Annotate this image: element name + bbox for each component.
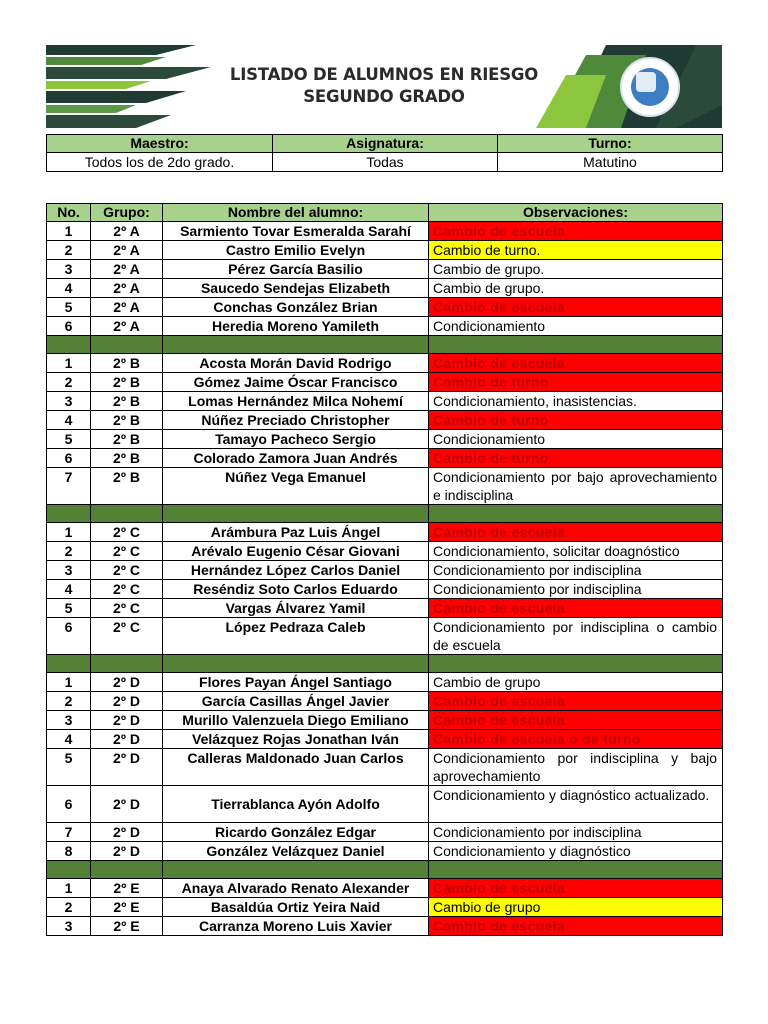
student-name-cell: Vargas Álvarez Yamil	[163, 599, 429, 618]
separator-cell	[163, 655, 429, 673]
student-row	[47, 260, 723, 279]
no-cell: 5	[47, 298, 91, 317]
maestro-value: Todos los de 2do grado.	[47, 153, 273, 172]
grupo-cell: 2º A	[91, 260, 163, 279]
observation-cell: Condicionamiento	[429, 317, 723, 336]
student-name-cell: Arévalo Eugenio César Giovani	[163, 542, 429, 561]
separator-cell	[91, 336, 163, 354]
student-row	[47, 580, 723, 599]
student-row	[47, 298, 723, 317]
grupo-cell: 2º D	[91, 823, 163, 842]
obs-header: Observaciones:	[429, 204, 723, 222]
no-cell: 3	[47, 561, 91, 580]
student-row	[47, 317, 723, 336]
observation-cell: Cambio de grupo	[429, 898, 723, 917]
separator-cell	[163, 336, 429, 354]
grupo-cell: 2º B	[91, 430, 163, 449]
student-name-cell: Hernández López Carlos Daniel	[163, 561, 429, 580]
group-separator-row	[47, 505, 723, 523]
turno-header: Turno:	[498, 135, 723, 153]
no-cell: 3	[47, 711, 91, 730]
grupo-cell: 2º B	[91, 449, 163, 468]
grupo-cell: 2º E	[91, 917, 163, 936]
student-name-cell: Pérez García Basilio	[163, 260, 429, 279]
grupo-cell: 2º D	[91, 692, 163, 711]
no-cell: 4	[47, 411, 91, 430]
student-row	[47, 561, 723, 580]
school-seal-icon	[620, 57, 680, 117]
separator-cell	[47, 505, 91, 523]
grupo-cell: 2º A	[91, 222, 163, 241]
student-name-cell: Núñez Vega Emanuel	[163, 468, 429, 505]
separator-cell	[429, 655, 723, 673]
grupo-cell: 2º C	[91, 561, 163, 580]
student-row	[47, 449, 723, 468]
observation-cell: Cambio de grupo	[429, 673, 723, 692]
student-row	[47, 711, 723, 730]
student-name-cell: Acosta Morán David Rodrigo	[163, 354, 429, 373]
student-name-cell: Basaldúa Ortiz Yeira Naid	[163, 898, 429, 917]
student-row	[47, 523, 723, 542]
observation-cell: Cambio de grupo.	[429, 279, 723, 298]
no-cell: 8	[47, 842, 91, 861]
separator-cell	[91, 861, 163, 879]
no-cell: 7	[47, 468, 91, 505]
no-cell: 3	[47, 917, 91, 936]
nombre-header: Nombre del alumno:	[163, 204, 429, 222]
student-name-cell: López Pedraza Caleb	[163, 618, 429, 655]
group-separator-row	[47, 861, 723, 879]
student-row	[47, 373, 723, 392]
student-row	[47, 392, 723, 411]
observation-cell: Cambio de escuela o de turno	[429, 730, 723, 749]
observation-cell: Condicionamiento por indisciplina	[429, 823, 723, 842]
student-row	[47, 917, 723, 936]
student-row	[47, 730, 723, 749]
no-cell: 7	[47, 823, 91, 842]
observation-cell: Cambio de escuela	[429, 523, 723, 542]
grupo-cell: 2º D	[91, 786, 163, 823]
student-row	[47, 241, 723, 260]
separator-cell	[91, 655, 163, 673]
observation-cell: Cambio de escuela	[429, 599, 723, 618]
observation-cell: Condicionamiento por indisciplina y bajo aprovechamiento	[429, 749, 723, 786]
student-name-cell: Saucedo Sendejas Elizabeth	[163, 279, 429, 298]
grupo-cell: 2º D	[91, 711, 163, 730]
header-banner	[46, 45, 722, 128]
no-cell: 1	[47, 354, 91, 373]
student-name-cell: Tierrablanca Ayón Adolfo	[163, 786, 429, 823]
separator-cell	[47, 336, 91, 354]
student-name-cell: Tamayo Pacheco Sergio	[163, 430, 429, 449]
observation-cell: Condicionamiento y diagnóstico actualizado.	[429, 786, 723, 823]
no-cell: 2	[47, 692, 91, 711]
student-name-cell: Ricardo González Edgar	[163, 823, 429, 842]
student-row	[47, 823, 723, 842]
no-cell: 3	[47, 392, 91, 411]
student-row	[47, 749, 723, 786]
student-name-cell: Arámbura Paz Luis Ángel	[163, 523, 429, 542]
separator-cell	[91, 505, 163, 523]
grupo-cell: 2º C	[91, 580, 163, 599]
observation-cell: Cambio de escuela	[429, 354, 723, 373]
observation-cell: Cambio de turno	[429, 373, 723, 392]
student-row	[47, 222, 723, 241]
grupo-cell: 2º C	[91, 618, 163, 655]
grupo-cell: 2º D	[91, 730, 163, 749]
no-cell: 5	[47, 749, 91, 786]
student-name-cell: Calleras Maldonado Juan Carlos	[163, 749, 429, 786]
student-row	[47, 411, 723, 430]
grupo-cell: 2º B	[91, 468, 163, 505]
grupo-cell: 2º D	[91, 749, 163, 786]
student-name-cell: Reséndiz Soto Carlos Eduardo	[163, 580, 429, 599]
student-row	[47, 354, 723, 373]
grupo-cell: 2º D	[91, 673, 163, 692]
observation-cell: Condicionamiento, inasistencias.	[429, 392, 723, 411]
group-separator-row	[47, 336, 723, 354]
observation-cell: Cambio de escuela	[429, 692, 723, 711]
student-name-cell: Gómez Jaime Óscar Francisco	[163, 373, 429, 392]
grupo-cell: 2º B	[91, 354, 163, 373]
student-name-cell: Carranza Moreno Luis Xavier	[163, 917, 429, 936]
grupo-cell: 2º B	[91, 411, 163, 430]
student-name-cell: Conchas González Brian	[163, 298, 429, 317]
no-cell: 6	[47, 317, 91, 336]
student-name-cell: Núñez Preciado Christopher	[163, 411, 429, 430]
no-cell: 5	[47, 430, 91, 449]
separator-cell	[163, 861, 429, 879]
grupo-cell: 2º A	[91, 241, 163, 260]
grupo-cell: 2º D	[91, 842, 163, 861]
student-row	[47, 599, 723, 618]
student-name-cell: Heredia Moreno Yamileth	[163, 317, 429, 336]
student-row	[47, 279, 723, 298]
no-cell: 6	[47, 786, 91, 823]
turno-value: Matutino	[498, 153, 723, 172]
observation-cell: Cambio de escuela	[429, 711, 723, 730]
grupo-cell: 2º A	[91, 279, 163, 298]
observation-cell: Condicionamiento por indisciplina	[429, 561, 723, 580]
no-cell: 4	[47, 580, 91, 599]
no-cell: 2	[47, 373, 91, 392]
students-table	[46, 203, 723, 936]
separator-cell	[47, 861, 91, 879]
student-row	[47, 879, 723, 898]
group-separator-row	[47, 655, 723, 673]
no-cell: 4	[47, 730, 91, 749]
no-cell: 6	[47, 449, 91, 468]
separator-cell	[47, 655, 91, 673]
no-cell: 1	[47, 523, 91, 542]
no-cell: 4	[47, 279, 91, 298]
student-row	[47, 786, 723, 823]
observation-cell: Cambio de turno	[429, 411, 723, 430]
student-name-cell: Sarmiento Tovar Esmeralda Sarahí	[163, 222, 429, 241]
student-name-cell: Lomas Hernández Milca Nohemí	[163, 392, 429, 411]
student-row	[47, 618, 723, 655]
no-cell: 6	[47, 618, 91, 655]
no-cell: 3	[47, 260, 91, 279]
student-name-cell: González Velázquez Daniel	[163, 842, 429, 861]
grupo-cell: 2º A	[91, 298, 163, 317]
student-name-cell: Anaya Alvarado Renato Alexander	[163, 879, 429, 898]
no-cell: 1	[47, 879, 91, 898]
no-cell: 2	[47, 241, 91, 260]
maestro-header: Maestro:	[47, 135, 273, 153]
grupo-cell: 2º C	[91, 523, 163, 542]
grupo-cell: 2º A	[91, 317, 163, 336]
no-cell: 1	[47, 222, 91, 241]
observation-cell: Condicionamiento, solicitar doagnóstico	[429, 542, 723, 561]
students-header-row	[47, 204, 723, 222]
title-line-1: LISTADO DE ALUMNOS EN RIESGO	[229, 65, 539, 84]
student-row	[47, 692, 723, 711]
student-row	[47, 430, 723, 449]
student-name-cell: García Casillas Ángel Javier	[163, 692, 429, 711]
no-cell: 5	[47, 599, 91, 618]
info-table	[46, 134, 723, 172]
student-name-cell: Murillo Valenzuela Diego Emiliano	[163, 711, 429, 730]
student-row	[47, 468, 723, 505]
grupo-cell: 2º E	[91, 898, 163, 917]
separator-cell	[163, 505, 429, 523]
grupo-header: Grupo:	[91, 204, 163, 222]
asignatura-header: Asignatura:	[273, 135, 498, 153]
student-name-cell: Castro Emilio Evelyn	[163, 241, 429, 260]
observation-cell: Cambio de turno	[429, 449, 723, 468]
student-row	[47, 898, 723, 917]
separator-cell	[429, 861, 723, 879]
observation-cell: Cambio de grupo.	[429, 260, 723, 279]
observation-cell: Cambio de turno.	[429, 241, 723, 260]
observation-cell: Cambio de escuela	[429, 298, 723, 317]
asignatura-value: Todas	[273, 153, 498, 172]
student-row	[47, 842, 723, 861]
grupo-cell: 2º C	[91, 599, 163, 618]
student-row	[47, 673, 723, 692]
no-header: No.	[47, 204, 91, 222]
no-cell: 2	[47, 898, 91, 917]
student-name-cell: Colorado Zamora Juan Andrés	[163, 449, 429, 468]
student-row	[47, 542, 723, 561]
no-cell: 2	[47, 542, 91, 561]
observation-cell: Condicionamiento y diagnóstico	[429, 842, 723, 861]
students-body	[47, 222, 723, 936]
student-name-cell: Flores Payan Ángel Santiago	[163, 673, 429, 692]
separator-cell	[429, 505, 723, 523]
separator-cell	[429, 336, 723, 354]
no-cell: 1	[47, 673, 91, 692]
grupo-cell: 2º B	[91, 392, 163, 411]
observation-cell: Condicionamiento	[429, 430, 723, 449]
grupo-cell: 2º E	[91, 879, 163, 898]
observation-cell: Cambio de escuela	[429, 879, 723, 898]
observation-cell: Cambio de escuela	[429, 917, 723, 936]
observation-cell: Condicionamiento por bajo aprovechamiento e indisciplina	[429, 468, 723, 505]
grupo-cell: 2º C	[91, 542, 163, 561]
observation-cell: Condicionamiento por indisciplina o cambio de escuela	[429, 618, 723, 655]
observation-cell: Condicionamiento por indisciplina	[429, 580, 723, 599]
observation-cell: Cambio de escuela	[429, 222, 723, 241]
student-name-cell: Velázquez Rojas Jonathan Iván	[163, 730, 429, 749]
title-line-2: SEGUNDO GRADO	[303, 87, 465, 106]
grupo-cell: 2º B	[91, 373, 163, 392]
